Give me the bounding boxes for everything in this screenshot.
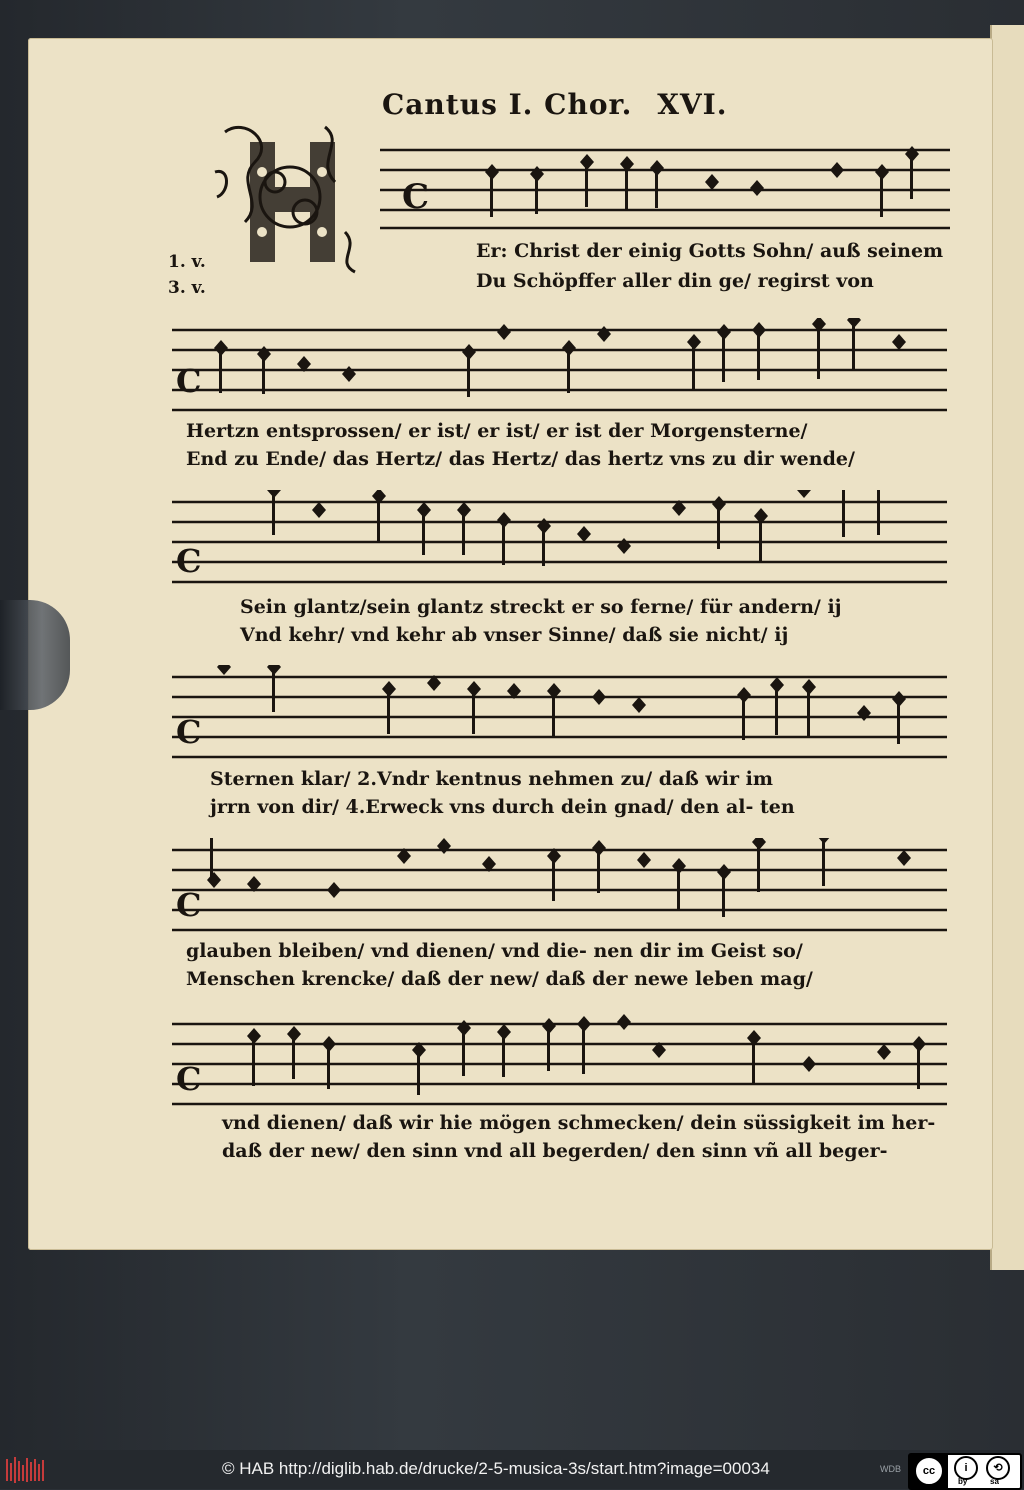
svg-text:C: C (176, 1060, 202, 1098)
copyright-link[interactable]: © HAB http://diglib.hab.de/drucke/2-5-musica-3s/start.htm?image=00034 (222, 1459, 770, 1478)
ornamental-initial-icon (205, 112, 375, 282)
lyric-line-2-top: Hertzn entsprossen/ er ist/ er ist/ er ist der Morgensterne/ (186, 420, 808, 442)
music-staff-3 (172, 490, 952, 590)
lyric-line-5-top: glauben bleiben/ vnd dienen/ vnd die- nen dir im Geist so/ (186, 940, 803, 962)
title-text: Cantus I. Chor. (382, 88, 633, 121)
svg-text:C: C (176, 362, 202, 400)
svg-text:C: C (402, 177, 430, 217)
adjacent-page-edge (990, 25, 1024, 1270)
by-label: by (958, 1477, 968, 1486)
book-clip (0, 600, 70, 710)
wdb-label: WDB (880, 1464, 901, 1474)
svg-text:C: C (176, 542, 202, 580)
verse-mark-3: 3. v. (168, 278, 206, 298)
lyric-line-4-top: Sternen klar/ 2.Vndr kentnus nehmen zu/ daß wir im (210, 768, 773, 790)
music-staff-5 (172, 838, 952, 938)
lyric-line-3-top: Sein glantz/sein glantz streckt er so ferne/ für andern/ ij (240, 596, 842, 618)
sa-label: sa (990, 1477, 999, 1486)
page-number: XVI. (657, 88, 728, 121)
lyric-line-3-bottom: Vnd kehr/ vnd kehr ab vnser Sinne/ daß sie nicht/ ij (240, 624, 789, 646)
music-staff-6 (172, 1012, 952, 1112)
verse-mark-1: 1. v. (168, 252, 206, 272)
music-staff-1 (380, 140, 955, 230)
cc-icon: cc (914, 1456, 944, 1486)
lyric-line-1-top: Er: Christ der einig Gotts Sohn/ auß seinem (476, 240, 944, 262)
barcode-logo-icon (4, 1455, 48, 1485)
music-staff-4 (172, 665, 952, 765)
cc-license-badge[interactable] (908, 1453, 1022, 1490)
page-title (382, 88, 727, 121)
lyric-line-2-bottom: End zu Ende/ das Hertz/ das Hertz/ das hertz vns zu dir wende/ (186, 448, 855, 470)
sa-icon: ⟲ (986, 1456, 1010, 1480)
lyric-line-5-bottom: Menschen krencke/ daß der new/ daß der newe leben mag/ (186, 968, 813, 990)
footer-bar (0, 1450, 1024, 1489)
lyric-line-4-bottom: jrrn von dir/ 4.Erweck vns durch dein gnad/ den al- ten (210, 796, 795, 818)
by-icon: i (954, 1456, 978, 1480)
lyric-line-6-bottom: daß der new/ den sinn vnd all begerden/ den sinn vñ all beger- (222, 1140, 888, 1162)
lyric-line-6-top: vnd dienen/ daß wir hie mögen schmecken/ dein süssigkeit im her- (222, 1112, 936, 1134)
svg-text:C: C (176, 886, 202, 924)
svg-text:C: C (176, 713, 202, 751)
music-staff-2 (172, 318, 952, 418)
lyric-line-1-bottom: Du Schöpffer aller din ge/ regirst von (476, 270, 874, 292)
